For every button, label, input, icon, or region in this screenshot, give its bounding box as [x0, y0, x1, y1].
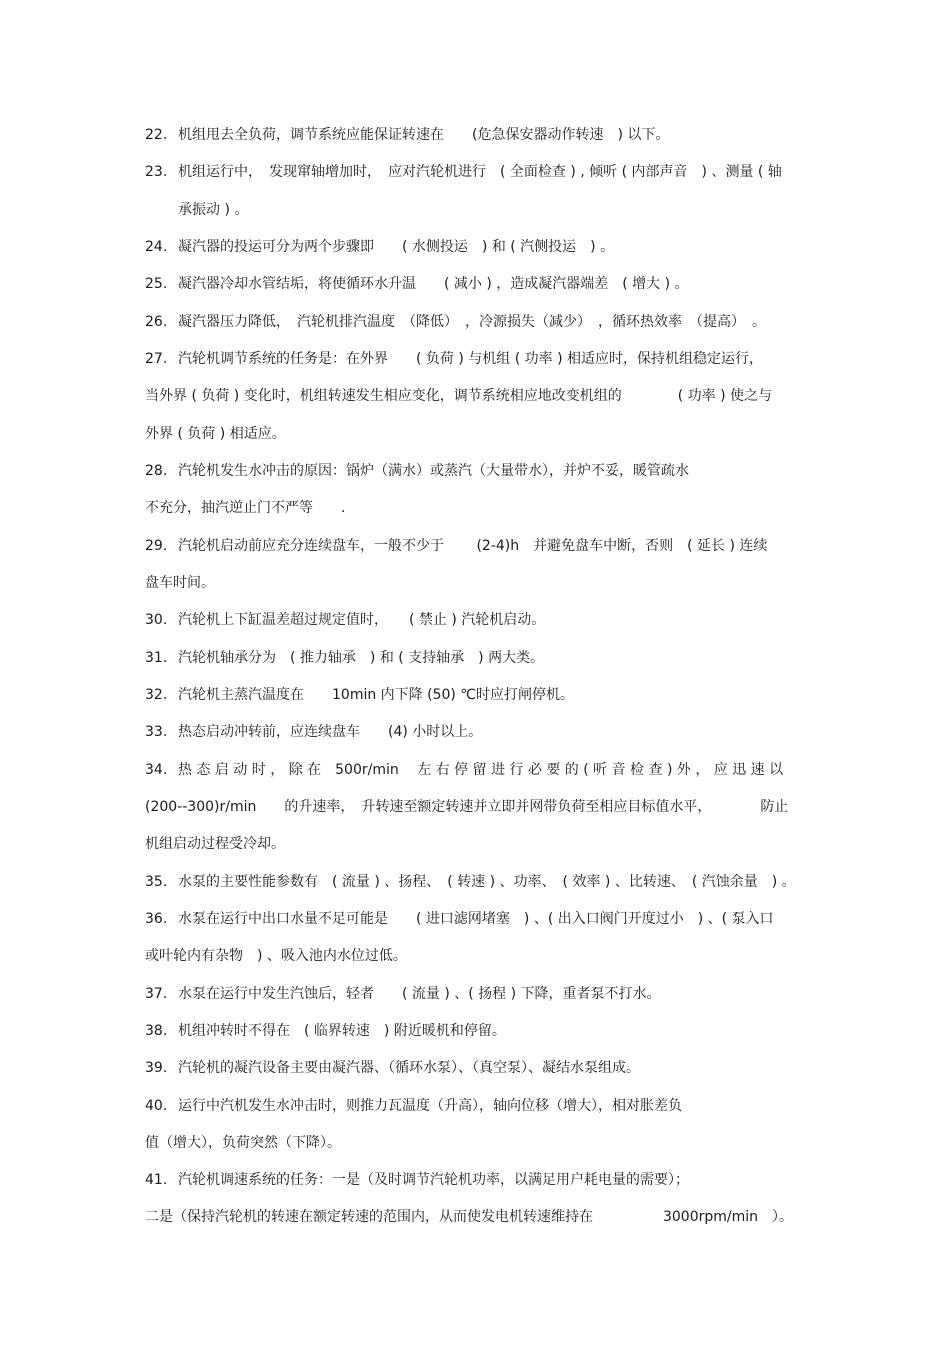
item-text: 运行中汽机发生水冲击时，则推力瓦温度（升高），轴向位移（增大），相对胀差负 — [178, 1098, 682, 1114]
question-33 — [145, 722, 810, 742]
item-text: 外界 ( 负荷 ) 相适应。 — [145, 426, 286, 442]
item-text: 水泵在运行中发生汽蚀后，轻者 ( 流量 ) 、( 扬程 ) 下降，重者泵不打水。 — [178, 986, 661, 1002]
item-text: 凝汽器压力降低， 汽轮机排汽温度 （降低） ，冷源损失（减少） ，循环热效率 （提高） 。 — [178, 314, 766, 330]
question-36 — [145, 909, 810, 929]
question-36-continued — [145, 946, 810, 966]
question-41-continued — [145, 1207, 810, 1227]
question-40 — [145, 1096, 810, 1116]
item-number: 39. — [145, 1060, 168, 1076]
question-29 — [145, 536, 810, 556]
item-text: 凝汽器冷却水管结垢，将使循环水升温 ( 减小 ) ，造成凝汽器端差 ( 增大 ) 。 — [178, 276, 689, 292]
item-number: 37. — [145, 986, 168, 1002]
question-23-continued — [178, 200, 843, 220]
question-31 — [145, 648, 810, 668]
question-23 — [145, 162, 810, 182]
question-27-continued — [145, 424, 810, 444]
item-number: 33. — [145, 724, 168, 740]
question-37 — [145, 984, 810, 1004]
item-text: 水泵的主要性能参数有 ( 流量 ) 、扬程、 ( 转速 ) 、功率、 ( 效率 ) 、比转速、 ( 汽蚀余量 ) 。 — [178, 874, 796, 890]
item-text: 或叶轮内有杂物 ) 、吸入池内水位过低。 — [145, 948, 407, 964]
question-34-continued — [145, 797, 810, 817]
item-text: 承振动 ) 。 — [178, 202, 249, 218]
item-number: 29. — [145, 538, 168, 554]
question-30 — [145, 610, 810, 630]
question-34 — [145, 760, 810, 780]
item-number: 25. — [145, 276, 168, 292]
item-text: 汽轮机轴承分为 ( 推力轴承 ) 和 ( 支持轴承 ) 两大类。 — [178, 650, 545, 666]
item-text: 热 态 启 动 时 ， 除 在 500r/min 左 右 停 留 进 行 必 要 的 ( 听 音 检 查 ) 外 ， 应 迅 速 以 — [178, 762, 784, 778]
item-text: 汽轮机的凝汽设备主要由凝汽器、（循环水泵）、（真空泵）、凝结水泵组成。 — [178, 1060, 640, 1076]
item-text: 二是（保持汽轮机的转速在额定转速的范围内，从而使发电机转速维持在 3000rpm/min ）。 — [145, 1209, 794, 1225]
item-text: 值（增大），负荷突然（下降）。 — [145, 1135, 341, 1151]
question-39 — [145, 1058, 810, 1078]
item-text: (200--300)r/min 的升速率， 升转速至额定转速并立即并网带负荷至相应目标值水平， 防止 — [145, 799, 789, 815]
item-text: 盘车时间。 — [145, 575, 215, 591]
item-number: 36. — [145, 911, 168, 927]
item-text: 机组运行中， 发现窜轴增加时， 应对汽轮机进行 ( 全面检查 ) , 倾听 ( 内部声音 ) 、测量 ( 轴 — [178, 164, 782, 180]
question-40-continued — [145, 1133, 810, 1153]
item-text: 机组启动过程受冷却。 — [145, 836, 285, 852]
item-number: 24. — [145, 239, 168, 255]
question-24 — [145, 237, 810, 257]
item-number: 30. — [145, 612, 168, 628]
item-text: 汽轮机上下缸温差超过规定值时， ( 禁止 ) 汽轮机启动。 — [178, 612, 546, 628]
item-text: 汽轮机发生水冲击的原因：锅炉（满水）或蒸汽（大量带水），并炉不妥，暖管疏水 — [178, 463, 689, 479]
item-number: 28. — [145, 463, 168, 479]
question-28-continued — [145, 498, 810, 518]
item-number: 32. — [145, 687, 168, 703]
item-number: 26. — [145, 314, 168, 330]
question-34-continued — [145, 834, 810, 854]
item-number: 40. — [145, 1098, 168, 1114]
item-number: 22. — [145, 127, 168, 143]
item-text: 机组冲转时不得在 ( 临界转速 ) 附近暖机和停留。 — [178, 1023, 506, 1039]
question-27 — [145, 349, 810, 369]
item-text: 汽轮机主蒸汽温度在 10min 内下降 (50) ℃时应打闸停机。 — [178, 687, 575, 703]
item-text: 水泵在运行中出口水量不足可能是 ( 进口滤网堵塞 ) 、( 出入口阀门开度过小 ) 、( 泵入口 — [178, 911, 774, 927]
item-text: 不充分，抽汽逆止门不严等 . — [145, 500, 346, 516]
question-27-continued — [145, 386, 810, 406]
item-number: 27. — [145, 351, 168, 367]
item-text: 汽轮机调节系统的任务是：在外界 ( 负荷 ) 与机组 ( 功率 ) 相适应时，保持机组稳定运行， — [178, 351, 763, 367]
question-35 — [145, 872, 810, 892]
item-text: 汽轮机调速系统的任务：一是（及时调节汽轮机功率，以满足用户耗电量的需要）； — [178, 1172, 689, 1188]
question-32 — [145, 685, 810, 705]
item-number: 23. — [145, 164, 168, 180]
item-number: 38. — [145, 1023, 168, 1039]
item-text: 机组甩去全负荷，调节系统应能保证转速在 (危急保安器动作转速 ) 以下。 — [178, 127, 670, 143]
item-text: 当外界 ( 负荷 ) 变化时，机组转速发生相应变化，调节系统相应地改变机组的 ( 功率 ) 使之与 — [145, 388, 772, 404]
question-38 — [145, 1021, 810, 1041]
item-number: 34. — [145, 762, 168, 778]
question-25 — [145, 274, 810, 294]
item-text: 热态启动冲转前，应连续盘车 (4) 小时以上。 — [178, 724, 483, 740]
question-41 — [145, 1170, 810, 1190]
item-number: 41. — [145, 1172, 168, 1188]
item-number: 31. — [145, 650, 168, 666]
item-number: 35. — [145, 874, 168, 890]
question-29-continued — [145, 573, 810, 593]
question-22 — [145, 125, 810, 145]
item-text: 凝汽器的投运可分为两个步骤即 ( 水侧投运 ) 和 ( 汽侧投运 ) 。 — [178, 239, 615, 255]
question-26 — [145, 312, 810, 332]
question-28 — [145, 461, 810, 481]
item-text: 汽轮机启动前应充分连续盘车，一般不少于 (2-4)h 并避免盘车中断，否则 ( 延长 ) 连续 — [178, 538, 768, 554]
